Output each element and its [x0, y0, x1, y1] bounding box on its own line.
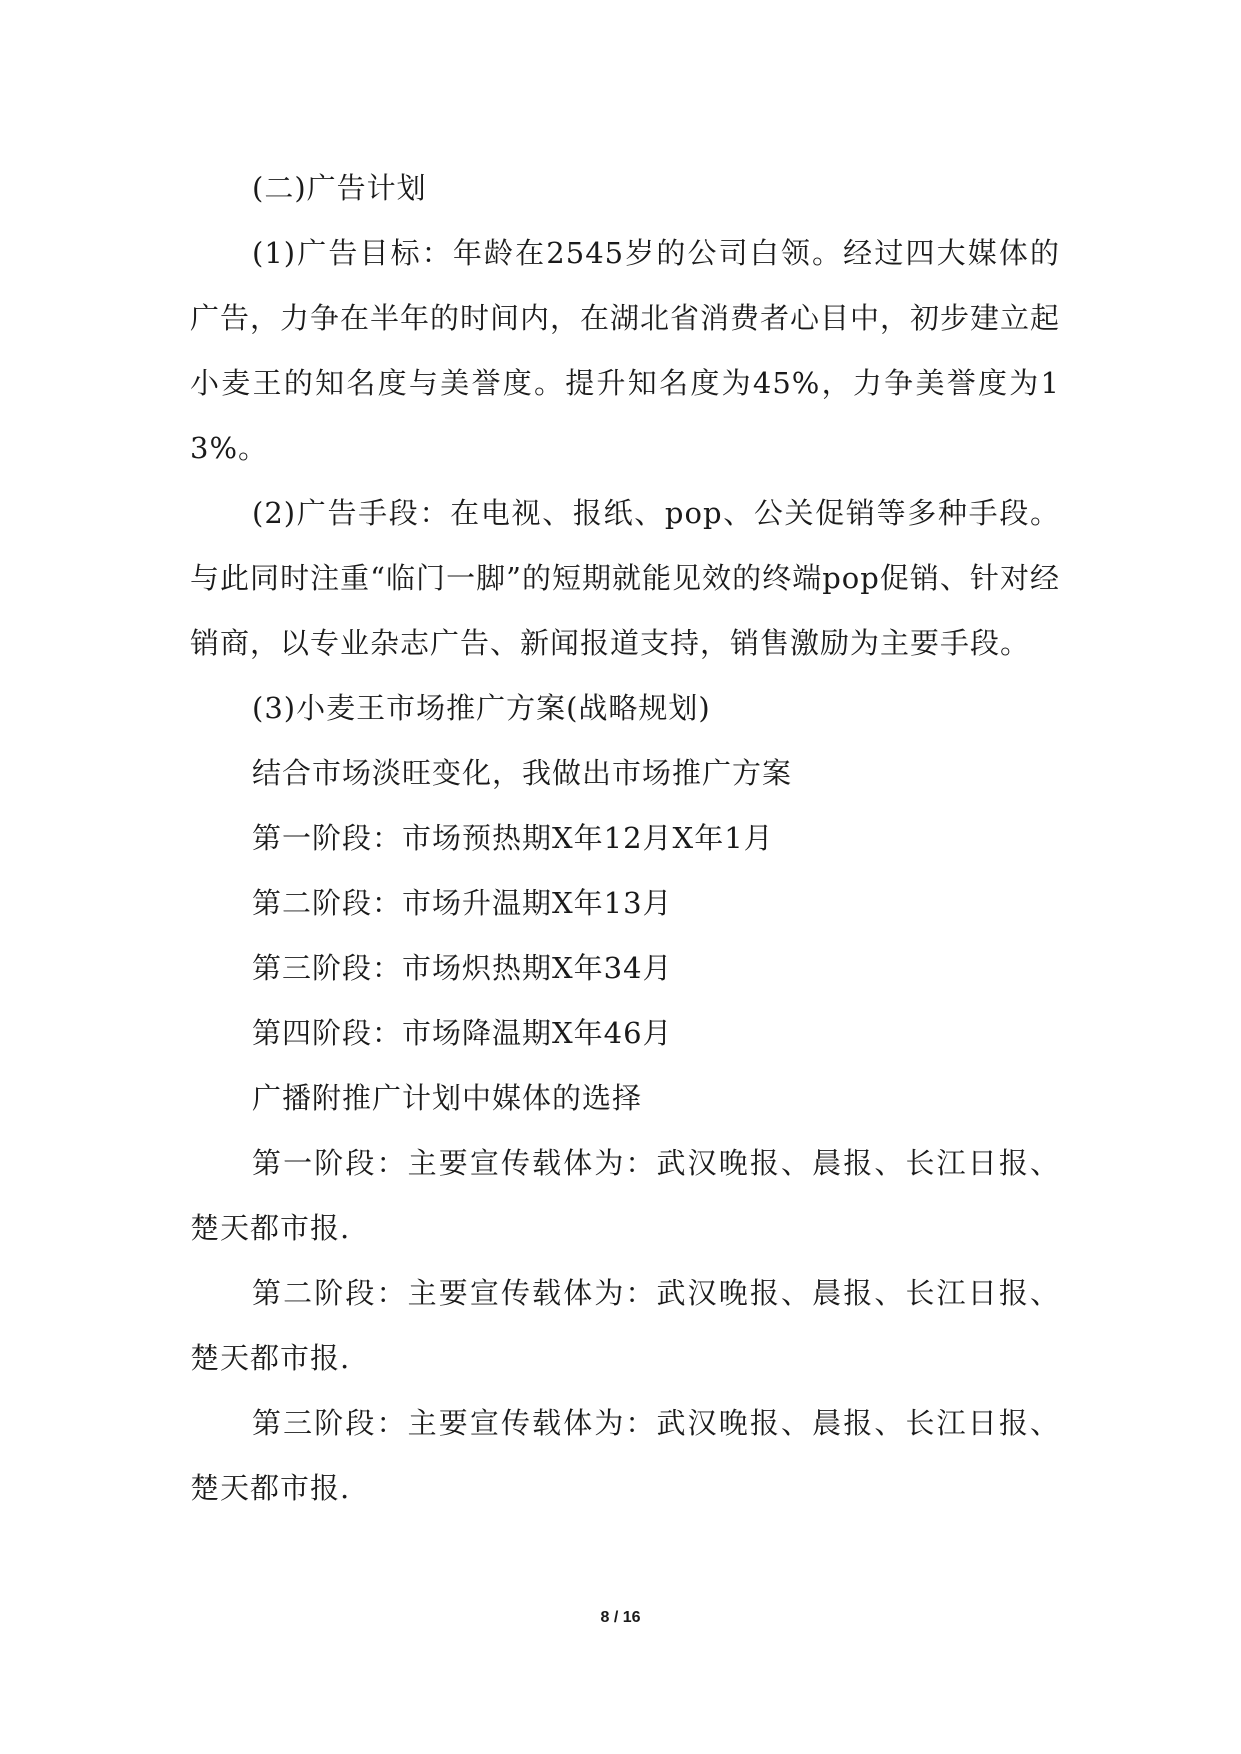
paragraph-stage-4: 第四阶段：市场降温期X年46月 [252, 1016, 673, 1050]
section-heading: (二)广告计划 [252, 171, 427, 205]
page-number: 8 / 16 [600, 1609, 641, 1626]
paragraph-promotion-plan-heading: (3)小麦王市场推广方案(战略规划) [252, 691, 711, 725]
paragraph-stage-3: 第三阶段：市场炽热期X年34月 [252, 951, 673, 985]
paragraph-stage-1: 第一阶段：市场预热期X年12月X年1月 [252, 821, 774, 855]
paragraph-ad-means: (2)广告手段：在电视、报纸、pop、公关促销等多种手段。与此同时注重“临门一脚”的短期就能见效的终端pop促销、针对经销商，以专业杂志广告、新闻报道支持，销售激励为主要手段。 [190, 496, 1060, 660]
document-body [190, 156, 1060, 1521]
paragraph-plan-intro: 结合市场淡旺变化，我做出市场推广方案 [252, 756, 793, 790]
paragraph-media-stage-3: 第三阶段：主要宣传载体为：武汉晚报、晨报、长江日报、楚天都市报. [190, 1406, 1060, 1505]
paragraph-media-stage-2: 第二阶段：主要宣传载体为：武汉晚报、晨报、长江日报、楚天都市报. [190, 1276, 1060, 1375]
paragraph-stage-2: 第二阶段：市场升温期X年13月 [252, 886, 673, 920]
paragraph-media-selection-heading: 广播附推广计划中媒体的选择 [252, 1081, 643, 1115]
paragraph-ad-goal: (1)广告目标：年龄在2545岁的公司白领。经过四大媒体的广告，力争在半年的时间内，在湖北省消费者心目中，初步建立起小麦王的知名度与美誉度。提升知名度为45%，力争美誉度为13%。 [190, 236, 1061, 465]
paragraph-media-stage-1: 第一阶段：主要宣传载体为：武汉晚报、晨报、长江日报、楚天都市报. [190, 1146, 1060, 1245]
